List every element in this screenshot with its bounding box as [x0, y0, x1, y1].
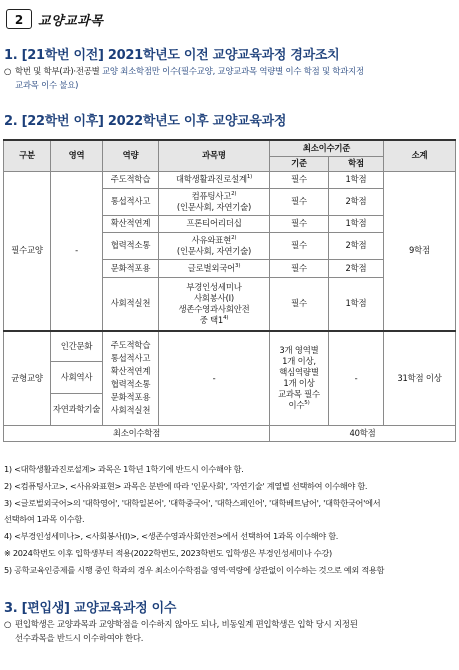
criterion-cell: 필수 — [270, 259, 329, 277]
competency-list: 주도적학습 통섭적사고 확산적연계 협력적소통 문화적포용 사회적실천 — [103, 331, 159, 425]
competency-cell: 협력적소통 — [103, 232, 159, 259]
bullet-icon: ○ — [4, 619, 12, 629]
section1-text-plain: 학번 및 학부(과)·전공별 — [15, 66, 102, 76]
criterion-cell: 필수 — [270, 277, 329, 331]
area-cell: 사회역사 — [51, 361, 103, 393]
footnote-4: 4) <부경인성세미나>, <사회봉사(Ⅰ)>, <생존수영과사회안전>에서 선택하여 1과목 이수해야 함. — [4, 531, 339, 541]
bullet-icon: ○ — [4, 66, 12, 76]
total-value: 40학점 — [270, 425, 456, 441]
footnote-3-cont: 선택하여 1과목 이수함. — [4, 514, 85, 524]
criterion-cell: 3개 영역별 1개 이상, 핵심역량별 1개 이상 교과목 필수 이수$^{5)}$ — [270, 331, 329, 425]
header-criterion: 기준 — [270, 156, 329, 171]
course-cell: 부경인성세미나 사회봉사(Ⅰ) 생존수영과사회안전 중 택1$^{4)}$ — [159, 277, 270, 331]
page-title: 교양교과목 — [38, 14, 104, 29]
section1-paragraph — [4, 64, 364, 92]
subtotal-balanced: 31학점 이상 — [384, 331, 456, 425]
criterion-cell: 필수 — [270, 215, 329, 232]
course-cell: 컴퓨팅사고$^{2)}$ (인문사회, 자연기술) — [159, 188, 270, 215]
course-cell: 대학생활과진로설계$^{1)}$ — [159, 171, 270, 188]
header-min-credit: 최소이수기준 — [270, 140, 384, 156]
criterion-cell: 필수 — [270, 232, 329, 259]
header-category: 구분 — [4, 140, 51, 171]
footnote-1: 1) <대학생활과진로설계> 과목은 1학년 1학기에 반드시 이수해야 함. — [4, 464, 244, 474]
footnote-5: 5) 공학교육인증제를 시행 중인 학과의 경우 최소이수학점을 영역·역량에 상관없이 이수하는 것으로 예외 적용함 — [4, 565, 385, 575]
section1-heading: 1. [21학번 이전] 2021학년도 이전 교양교육과정 경과조치 — [4, 48, 340, 63]
credits-cell: - — [329, 331, 384, 425]
section-number-badge: 2 — [6, 9, 32, 29]
header-area: 영역 — [51, 140, 103, 171]
footnote-2: 2) <컴퓨팅사고>, <사유와표현> 과목은 분반에 따라 '인문사회', '자연기술' 계열별 선택하여 이수해야 함. — [4, 481, 368, 491]
credits-cell: 1학점 — [329, 215, 384, 232]
curriculum-table — [3, 139, 456, 442]
category-balanced: 균형교양 — [4, 331, 51, 425]
competency-cell: 사회적실천 — [103, 277, 159, 331]
total-label: 최소이수학점 — [4, 425, 270, 441]
course-cell: - — [159, 331, 270, 425]
credits-cell: 2학점 — [329, 188, 384, 215]
competency-cell: 확산적연계 — [103, 215, 159, 232]
section1-text-highlight-2: 교과목 이수 불요) — [15, 80, 79, 90]
header-subtotal: 소계 — [384, 140, 456, 171]
course-cell: 사유와표현$^{2)}$ (인문사회, 자연기술) — [159, 232, 270, 259]
course-cell: 프론티어리더십 — [159, 215, 270, 232]
section1-text-highlight: 교양 최소학점만 이수(필수교양, 교양교과목 역량별 이수 학점 및 학과지정 — [102, 66, 364, 76]
total-row — [4, 425, 456, 441]
competency-cell: 통섭적사고 — [103, 188, 159, 215]
table-row — [4, 171, 456, 188]
criterion-cell: 필수 — [270, 188, 329, 215]
credits-cell: 2학점 — [329, 259, 384, 277]
competency-cell: 주도적학습 — [103, 171, 159, 188]
table-row — [4, 331, 456, 361]
footnote-3: 3) <글로벌외국어>의 '대학영어', '대학일본어', '대학중국어', '대학스페인어', '대학베트남어', '대학한국어'에서 — [4, 498, 381, 508]
footnote-4-note: ※ 2024학번도 이후 입학생부터 적용(2022학번도, 2023학번도 입학생은 부경인성세미나 수강) — [4, 548, 332, 558]
category-required: 필수교양 — [4, 171, 51, 331]
credits-cell: 1학점 — [329, 277, 384, 331]
competency-cell: 문화적포용 — [103, 259, 159, 277]
subtotal-required: 9학점 — [384, 171, 456, 331]
area-cell: 인간문화 — [51, 331, 103, 361]
header-competency: 역량 — [103, 140, 159, 171]
section3-paragraph: ○ 편입학생은 교양과목과 교양학점을 이수하지 않아도 되나, 비동일계 편입학생은 입학 당시 지정된 선수과목을 반드시 이수하여야 한다. — [4, 619, 358, 643]
section2-heading: 2. [22학번 이후] 2022학년도 이후 교양교육과정 — [4, 114, 287, 129]
header-course: 과목명 — [159, 140, 270, 171]
credits-cell: 2학점 — [329, 232, 384, 259]
header-credits: 학점 — [329, 156, 384, 171]
section3-heading: 3. [편입생] 교양교육과정 이수 — [4, 601, 177, 616]
course-cell: 글로벌외국어$^{3)}$ — [159, 259, 270, 277]
area-required: - — [51, 171, 103, 331]
credits-cell: 1학점 — [329, 171, 384, 188]
area-cell: 자연과학기술 — [51, 393, 103, 425]
criterion-cell: 필수 — [270, 171, 329, 188]
